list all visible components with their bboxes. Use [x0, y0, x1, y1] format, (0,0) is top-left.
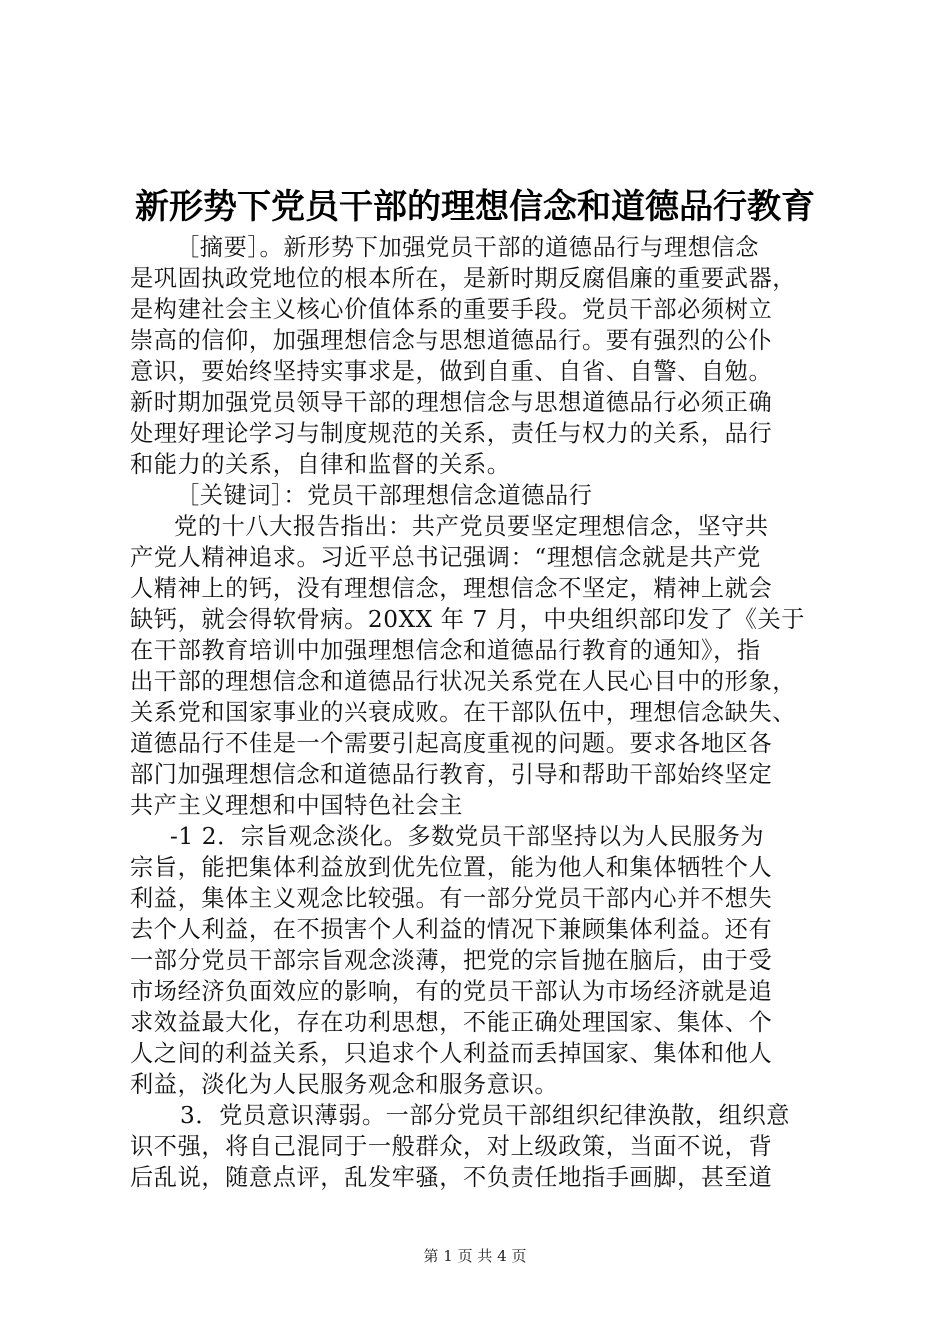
- abstract-line: 新时期加强党员领导干部的理想信念与思想道德品行必须正确: [130, 389, 773, 416]
- document-body: [130, 232, 830, 1193]
- paragraph-line: 关系党和国家事业的兴衰成败。在干部队伍中，理想信念缺失、: [130, 699, 797, 726]
- section-3-line: 3．党员意识薄弱。一部分党员干部组织纪律涣散，组织意: [180, 1102, 791, 1129]
- paragraph-line: 部门加强理想信念和道德品行教育，引导和帮助干部始终坚定: [130, 761, 773, 788]
- abstract-line: 崇高的信仰，加强理想信念与思想道德品行。要有强烈的公仆: [130, 327, 773, 354]
- paragraph-line: 共产主义理想和中国特色社会主: [130, 792, 464, 819]
- paragraph-line: 道德品行不佳是一个需要引起高度重视的问题。要求各地区各: [130, 730, 773, 757]
- document-title: 新形势下党员干部的理想信念和道德品行教育: [135, 187, 815, 227]
- paragraph-line: 在干部教育培训中加强理想信念和道德品行教育的通知》，指: [130, 637, 761, 664]
- abstract-line: 意识，要始终坚持实事求是，做到自重、自省、自警、自勉。: [130, 358, 773, 385]
- paragraph-line: 缺钙，就会得软骨病。20XX 年 7 月，中央组织部印发了《关于: [130, 606, 806, 633]
- section-2-line: 去个人利益，在不损害个人利益的情况下兼顾集体利益。还有: [130, 916, 773, 943]
- section-2-line: 市场经济负面效应的影响，有的党员干部认为市场经济就是追: [130, 978, 773, 1005]
- paragraph-line: 人精神上的钙，没有理想信念，理想信念不坚定，精神上就会: [130, 575, 773, 602]
- section-2-line: 利益，集体主义观念比较强。有一部分党员干部内心并不想失: [130, 885, 773, 912]
- abstract-line: 是构建社会主义核心价值体系的重要手段。党员干部必须树立: [130, 296, 773, 323]
- section-2-line: 一部分党员干部宗旨观念淡薄，把党的宗旨抛在脑后，由于受: [130, 947, 773, 974]
- page-footer: 第 1 页 共 4 页: [423, 1247, 527, 1265]
- section-2-line: -1 2．宗旨观念淡化。多数党员干部坚持以为人民服务为: [170, 823, 765, 850]
- abstract-line: 处理好理论学习与制度规范的关系，责任与权力的关系，品行: [130, 420, 773, 447]
- paragraph-line: 出干部的理想信念和道德品行状况关系党在人民心目中的形象，: [130, 668, 797, 695]
- section-3-line: 后乱说，随意点评，乱发牢骚，不负责任地指手画脚，甚至道: [130, 1164, 773, 1191]
- section-2-line: 求效益最大化，存在功利思想，不能正确处理国家、集体、个: [130, 1009, 773, 1036]
- abstract-line: 和能力的关系，自律和监督的关系。: [130, 451, 511, 478]
- paragraph-line: 党的十八大报告指出：共产党员要坚定理想信念，坚守共: [174, 513, 769, 540]
- keywords-line: ［关键词］：党员干部理想信念道德品行: [176, 482, 593, 509]
- section-2-line: 利益，淡化为人民服务观念和服务意识。: [130, 1071, 559, 1098]
- abstract-line: ［摘要］。新形势下加强党员干部的道德品行与理想信念: [176, 234, 760, 261]
- abstract-line: 是巩固执政党地位的根本所在，是新时期反腐倡廉的重要武器，: [130, 265, 797, 292]
- paragraph-line: 产党人精神追求。习近平总书记强调：“理想信念就是共产党: [130, 544, 761, 571]
- section-3-line: 识不强，将自己混同于一般群众，对上级政策，当面不说，背: [130, 1133, 773, 1160]
- section-2-line: 宗旨，能把集体利益放到优先位置，能为他人和集体牺牲个人: [130, 854, 773, 881]
- section-2-line: 人之间的利益关系，只追求个人利益而丢掉国家、集体和他人: [130, 1040, 773, 1067]
